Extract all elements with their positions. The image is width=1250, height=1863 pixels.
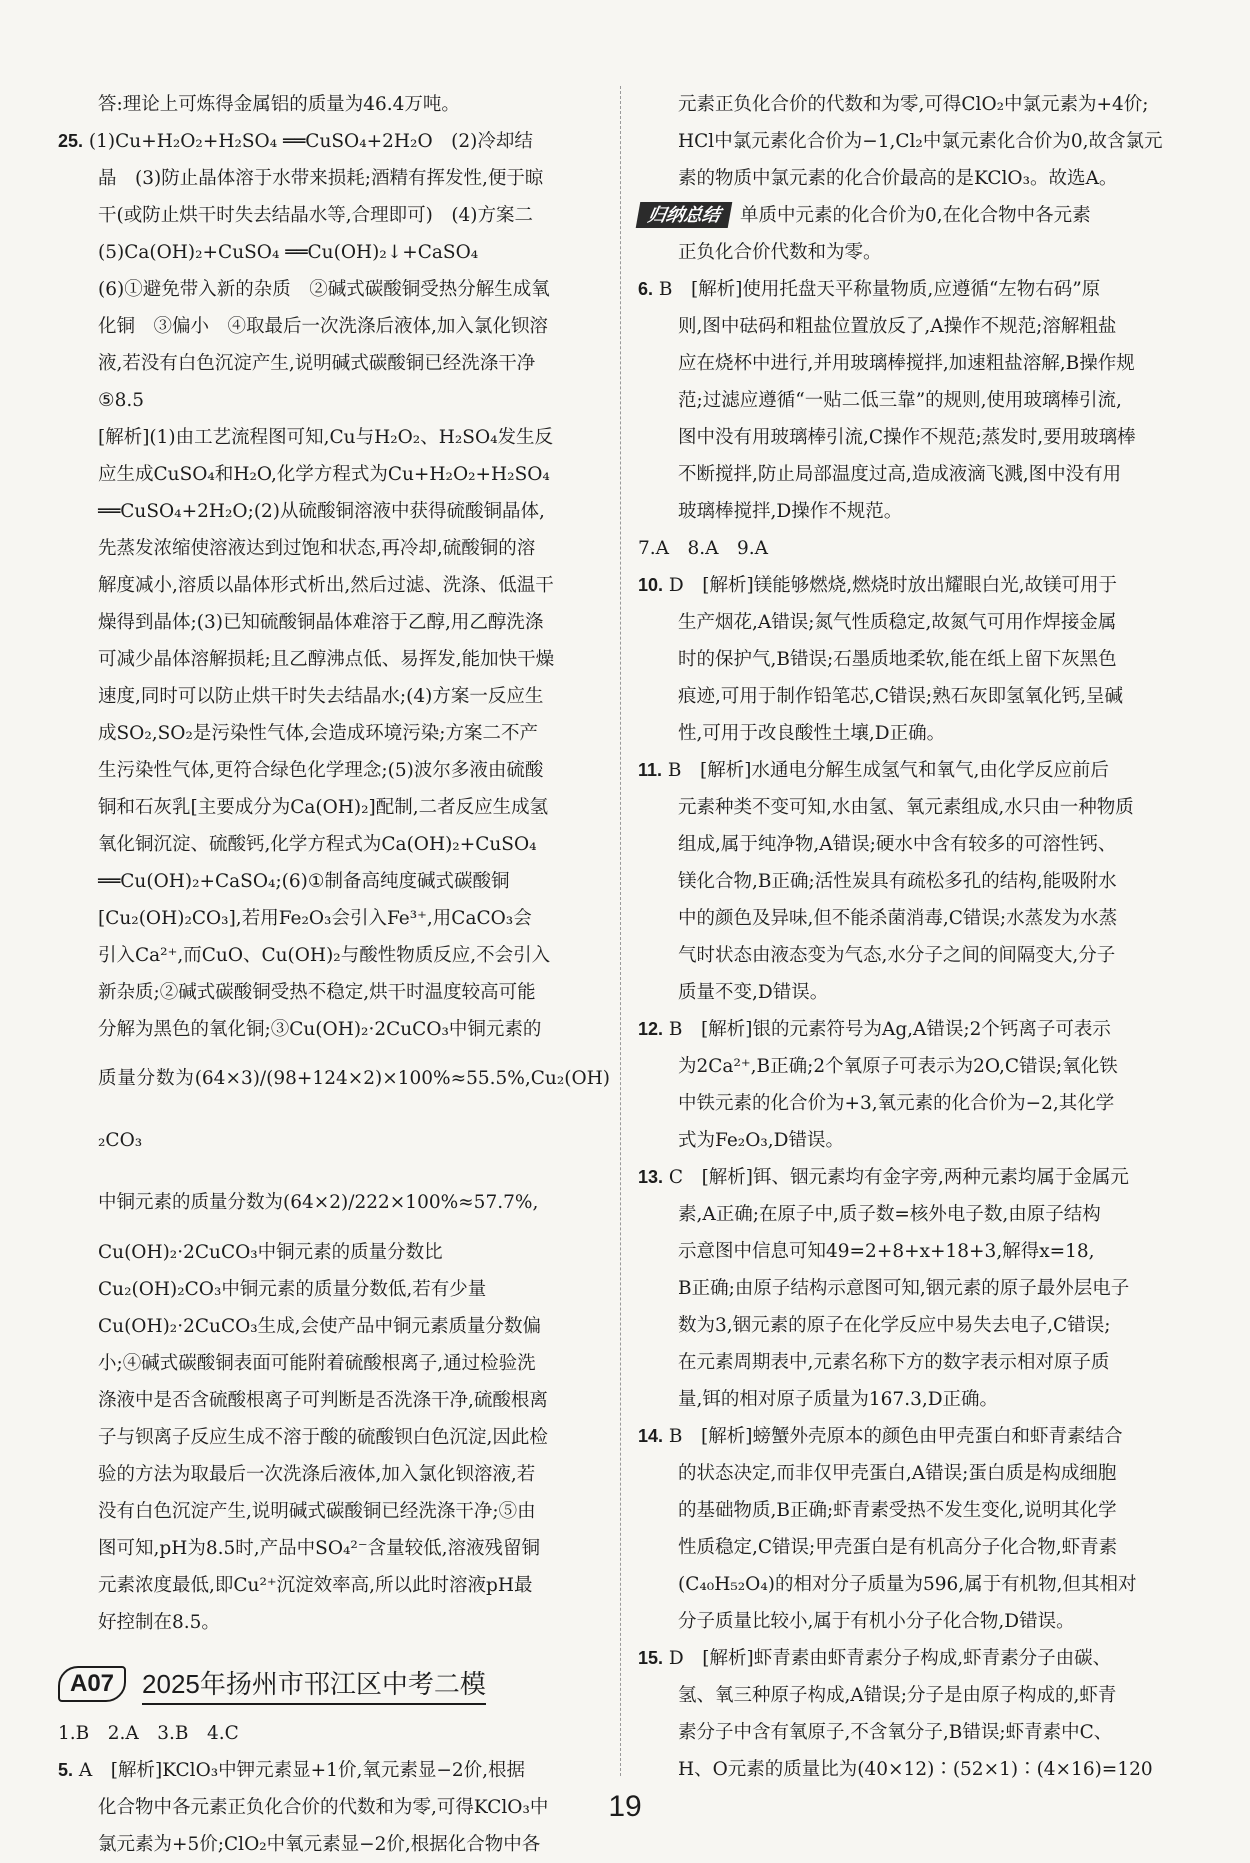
explanation-text: ══Cu(OH)₂+CaSO₄;(6)①制备高纯度碱式碳酸铜 [98,871,510,892]
explanation-text: 图可知,pH为8.5时,产品中SO₄²⁻含量较低,溶液残留铜 [98,1538,540,1559]
answer-text: ⑤8.5 [98,390,145,411]
explanation-text: 性质稳定,C错误;甲壳蛋白是有机高分子化合物,虾青素 [678,1537,1118,1558]
explanation-text: 应在烧杯中进行,并用玻璃棒搅拌,加速粗盐溶解,B操作规 [678,353,1135,374]
question-number: 15. [638,1648,664,1668]
explanation-text: 氢、氧三种原子构成,A错误;分子是由原子构成的,虾青 [678,1685,1117,1706]
question-11 [638,752,1198,1011]
question-number: 10. [638,575,664,595]
answer-text: B [解析]使用托盘天平称量物质,应遵循“左物右码”原 [658,279,1101,300]
explanation-text: 素,A正确;在原子中,质子数=核外电子数,由原子结构 [678,1204,1101,1225]
explanation-text: 则,图中砝码和粗盐位置放反了,A操作不规范;溶解粗盐 [678,316,1117,337]
explanation-text: 在元素周期表中,元素名称下方的数字表示相对原子质 [678,1352,1110,1373]
question-number: 25. [58,131,84,151]
explanation-text: 生污染性气体,更符合绿色化学理念;(5)波尔多液由硫酸 [98,760,544,781]
explanation-text: [解析](1)由工艺流程图可知,Cu与H₂O₂、H₂SO₄发生反 [98,427,554,448]
answer-text: (1)Cu+H₂O₂+H₂SO₄ ══CuSO₄+2H₂O (2)冷却结 [88,131,533,152]
question-number: 12. [638,1019,664,1039]
summary-box [638,197,1198,271]
explanation-text: 可减少晶体溶解损耗;且乙醇沸点低、易挥发,能加快干燥 [98,649,555,670]
explanation-text: 成SO₂,SO₂是污染性气体,会造成环境污染;方案二不产 [98,723,539,744]
explanation-text: 没有白色沉淀产生,说明碱式碳酸铜已经洗涤干净;⑤由 [98,1501,536,1522]
explanation-text: 分解为黑色的氧化铜;③Cu(OH)₂·2CuCO₃中铜元素的 [98,1019,542,1040]
explanation-text: 示意图中信息可知49=2+8+x+18+3,解得x=18, [678,1241,1095,1262]
question-number: 11. [638,760,663,780]
explanation-text: 验的方法为取最后一次洗涤后液体,加入氯化钡溶液,若 [98,1464,536,1485]
explanation-text: 为2Ca²⁺,B正确;2个氧原子可表示为2O,C错误;氧化铁 [678,1056,1118,1077]
explanation-text: 质量分数为(64×3)/(98+124×2)×100%≈55.5%,Cu₂(OH)₂CO₃ [98,1068,610,1151]
explanation-text: 时的保护气,B错误;石墨质地柔软,能在纸上留下灰黑色 [678,649,1117,670]
explanation-text: 化合物中各元素正负化合价的代数和为零,可得KClO₃中 [98,1797,549,1818]
explanation-text: [Cu₂(OH)₂CO₃],若用Fe₂O₃会引入Fe³⁺,用CaCO₃会 [98,908,532,929]
explanation-text: 气时状态由液态变为气态,水分子之间的间隔变大,分子 [678,945,1116,966]
answer-text: A [解析]KClO₃中钾元素显+1价,氧元素显−2价,根据 [78,1760,525,1781]
question-number: 13. [638,1167,664,1187]
explanation-text: 玻璃棒搅拌,D操作不规范。 [678,501,903,522]
explanation-text: Cu(OH)₂·2CuCO₃中铜元素的质量分数比 [98,1242,443,1263]
left-column [58,86,610,1863]
question-14 [638,1418,1198,1640]
answer-text: 干(或防止烘干时失去结晶水等,合理即可) (4)方案二 [98,205,534,226]
answer-line: 1.B 2.A 3.B 4.C [58,1723,239,1744]
explanation-text: 生产烟花,A错误;氮气性质稳定,故氮气可用作焊接金属 [678,612,1117,633]
question-13 [638,1159,1198,1418]
explanation-text: 不断搅拌,防止局部温度过高,造成液滴飞溅,图中没有用 [678,464,1122,485]
question-15 [638,1640,1198,1788]
section-title: 2025年扬州市邗江区中考二模 [142,1664,486,1705]
question-12 [638,1011,1198,1159]
answer-text: B [解析]螃蟹外壳原本的颜色由甲壳蛋白和虾青素结合 [668,1426,1123,1447]
explanation-text: 氯元素为+5价;ClO₂中氧元素显−2价,根据化合物中各 [98,1834,541,1855]
answer-text: 液,若没有白色沉淀产生,说明碱式碳酸铜已经洗涤干净 [98,353,536,374]
explanation-text: B正确;由原子结构示意图可知,铟元素的原子最外层电子 [678,1278,1130,1299]
answer-text: C [解析]铒、铟元素均有金字旁,两种元素均属于金属元 [668,1167,1129,1188]
answer-text: 化铜 ③偏小 ④取最后一次洗涤后液体,加入氯化钡溶 [98,316,548,337]
explanation-text: ══CuSO₄+2H₂O;(2)从硫酸铜溶液中获得硫酸铜晶体, [98,501,545,522]
explanation-text: 数为3,铟元素的原子在化学反应中易失去电子,C错误; [678,1315,1111,1336]
explanation-text: 范;过滤应遵循“一贴二低三靠”的规则,使用玻璃棒引流, [678,390,1122,411]
explanation-text: 镁化合物,B正确;活性炭具有疏松多孔的结构,能吸附水 [678,871,1117,892]
explanation-text: HCl中氯元素化合价为−1,Cl₂中氯元素化合价为0,故含氯元 [678,131,1163,152]
explanation-text: 质量不变,D错误。 [678,982,829,1003]
explanation-text: 引入Ca²⁺,而CuO、Cu(OH)₂与酸性物质反应,不会引入 [98,945,551,966]
question-number: 5. [58,1760,74,1780]
explanation-text: 新杂质;②碱式碳酸铜受热不稳定,烘干时温度较高可能 [98,982,536,1003]
explanation-text: 中铜元素的质量分数为(64×2)/222×100%≈57.7%, [98,1192,539,1213]
explanation-text: 的状态决定,而非仅甲壳蛋白,A错误;蛋白质是构成细胞 [678,1463,1117,1484]
explanation-text: 素分子中含有氧原子,不含氧分子,B错误;虾青素中C、 [678,1722,1113,1743]
explanation-text: 分子质量比较小,属于有机小分子化合物,D错误。 [678,1611,1075,1632]
answer-text: 晶 (3)防止晶体溶于水带来损耗;酒精有挥发性,便于晾 [98,168,544,189]
answer-text: B [解析]水通电分解生成氢气和氧气,由化学反应前后 [667,760,1109,781]
explanation-text: 元素正负化合价的代数和为零,可得ClO₂中氯元素为+4价; [678,94,1149,115]
explanation-text: 小;④碱式碳酸铜表面可能附着硫酸根离子,通过检验洗 [98,1353,536,1374]
explanation-text: 中铁元素的化合价为+3,氧元素的化合价为−2,其化学 [678,1093,1115,1114]
explanation-text: 的基础物质,B正确;虾青素受热不发生变化,说明其化学 [678,1500,1117,1521]
explanation-text: H、O元素的质量比为(40×12)∶(52×1)∶(4×16)=120 [678,1759,1153,1780]
question-10 [638,567,1198,752]
summary-text: 正负化合价代数和为零。 [678,242,882,263]
explanation-text: 涤液中是否含硫酸根离子可判断是否洗涤干净,硫酸根离 [98,1390,548,1411]
question-number: 6. [638,279,654,299]
explanation-text: 解度减小,溶质以晶体形式析出,然后过滤、洗涤、低温干 [98,575,554,596]
explanation-text: 氧化铜沉淀、硫酸钙,化学方程式为Ca(OH)₂+CuSO₄ [98,834,537,855]
answer-text: B [解析]银的元素符号为Ag,A错误;2个钙离子可表示 [668,1019,1111,1040]
explanation-text: 图中没有用玻璃棒引流,C操作不规范;蒸发时,要用玻璃棒 [678,427,1136,448]
explanation-text: 铜和石灰乳[主要成分为Ca(OH)₂]配制,二者反应生成氢 [98,797,549,818]
answer-line: 7.A 8.A 9.A [638,538,769,559]
explanation-text: 先蒸发浓缩使溶液达到过饱和状态,再冷却,硫酸铜的溶 [98,538,536,559]
summary-tag: 归纳总结 [636,202,733,228]
explanation-text: 素的物质中氯元素的化合价最高的是KClO₃。故选A。 [678,168,1118,189]
answer-text: (5)Ca(OH)₂+CuSO₄ ══Cu(OH)₂↓+CaSO₄ [98,242,479,263]
explanation-text: 元素浓度最低,即Cu²⁺沉淀效率高,所以此时溶液pH最 [98,1575,533,1596]
explanation-text: 量,铒的相对原子质量为167.3,D正确。 [678,1389,999,1410]
right-column [638,86,1198,1788]
question-25 [58,123,610,1641]
answer-line: 答:理论上可炼得金属铝的质量为46.4万吨。 [98,94,460,115]
explanation-text: 速度,同时可以防止烘干时失去结晶水;(4)方案一反应生 [98,686,544,707]
section-header [58,1663,610,1705]
explanation-text: 性,可用于改良酸性土壤,D正确。 [678,723,946,744]
column-divider [620,86,622,1776]
explanation-text: Cu₂(OH)₂CO₃中铜元素的质量分数低,若有少量 [98,1279,487,1300]
explanation-text: Cu(OH)₂·2CuCO₃生成,会使产品中铜元素质量分数偏 [98,1316,542,1337]
explanation-text: 式为Fe₂O₃,D错误。 [678,1130,844,1151]
summary-text: 单质中元素的化合价为0,在化合物中各元素 [740,205,1091,226]
explanation-text: 好控制在8.5。 [98,1612,220,1633]
page-number: 19 [608,1790,642,1823]
answer-text: (6)①避免带入新的杂质 ②碱式碳酸铜受热分解生成氧 [98,279,550,300]
explanation-text: 组成,属于纯净物,A错误;硬水中含有较多的可溶性钙、 [678,834,1117,855]
explanation-text: 痕迹,可用于制作铅笔芯,C错误;熟石灰即氢氧化钙,呈碱 [678,686,1124,707]
explanation-text: 燥得到晶体;(3)已知硫酸铜晶体难溶于乙醇,用乙醇洗涤 [98,612,544,633]
question-number: 14. [638,1426,664,1446]
explanation-text: 子与钡离子反应生成不溶于酸的硫酸钡白色沉淀,因此检 [98,1427,548,1448]
answer-text: D [解析]镁能够燃烧,燃烧时放出耀眼白光,故镁可用于 [668,575,1117,596]
explanation-text: (C₄₀H₅₂O₄)的相对分子质量为596,属于有机物,但其相对 [678,1574,1137,1595]
explanation-text: 应生成CuSO₄和H₂O,化学方程式为Cu+H₂O₂+H₂SO₄ [98,464,550,485]
answer-text: D [解析]虾青素由虾青素分子构成,虾青素分子由碳、 [668,1648,1112,1669]
explanation-text: 元素种类不变可知,水由氢、氧元素组成,水只由一种物质 [678,797,1134,818]
section-code: A07 [58,1666,126,1702]
question-6 [638,271,1198,530]
explanation-text: 中的颜色及异味,但不能杀菌消毒,C错误;水蒸发为水蒸 [678,908,1118,929]
